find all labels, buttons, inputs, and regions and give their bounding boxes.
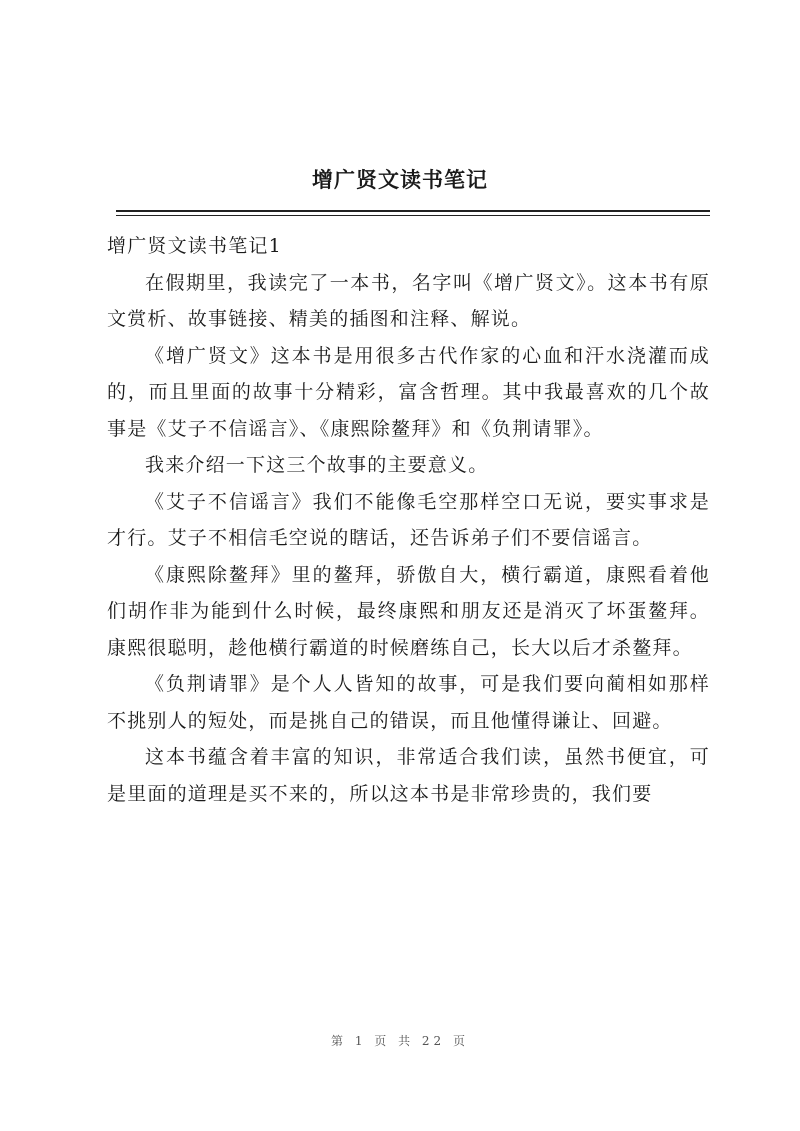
title-rule-thick: [116, 210, 710, 212]
title-rule-thin: [116, 215, 710, 216]
paragraph: 《康熙除鳌拜》里的鳌拜，骄傲自大，横行霸道，康熙看着他们胡作非为能到什么时候，最终康熙和朋友还是消灭了坏蛋鳌拜。康熙很聪明，趁他横行霸道的时候磨练自己，长大以后才杀鳌拜。: [107, 563, 710, 659]
page-number-footer: 第 1 页 共 22 页: [331, 1034, 469, 1048]
paragraph: 在假期里，我读完了一本书，名字叫《增广贤文》。这本书有原文赏析、故事链接、精美的插图和注释、解说。: [107, 271, 710, 330]
document-title: 增广贤文读书笔记: [312, 168, 488, 192]
paragraph: 这本书蕴含着丰富的知识，非常适合我们读，虽然书便宜，可是里面的道理是买不来的，所以这本书是非常珍贵的，我们要: [107, 746, 710, 805]
paragraph: 我来介绍一下这三个故事的主要意义。: [145, 454, 489, 476]
document-body: [107, 228, 710, 812]
paragraph: 《增广贤文》这本书是用很多古代作家的心血和汗水浇灌而成的，而且里面的故事十分精彩，富含哲理。其中我最喜欢的几个故事是《艾子不信谣言》、《康熙除鳌拜》和《负荆请罪》。: [107, 344, 710, 440]
paragraph: 《艾子不信谣言》我们不能像毛空那样空口无说，要实事求是才行。艾子不相信毛空说的瞎话，还告诉弟子们不要信谣言。: [107, 490, 710, 549]
section-heading: 增广贤文读书笔记1: [107, 235, 282, 257]
paragraph: 《负荆请罪》是个人人皆知的故事，可是我们要向蔺相如那样不挑别人的短处，而是挑自己的错误，而且他懂得谦让、回避。: [107, 673, 710, 732]
